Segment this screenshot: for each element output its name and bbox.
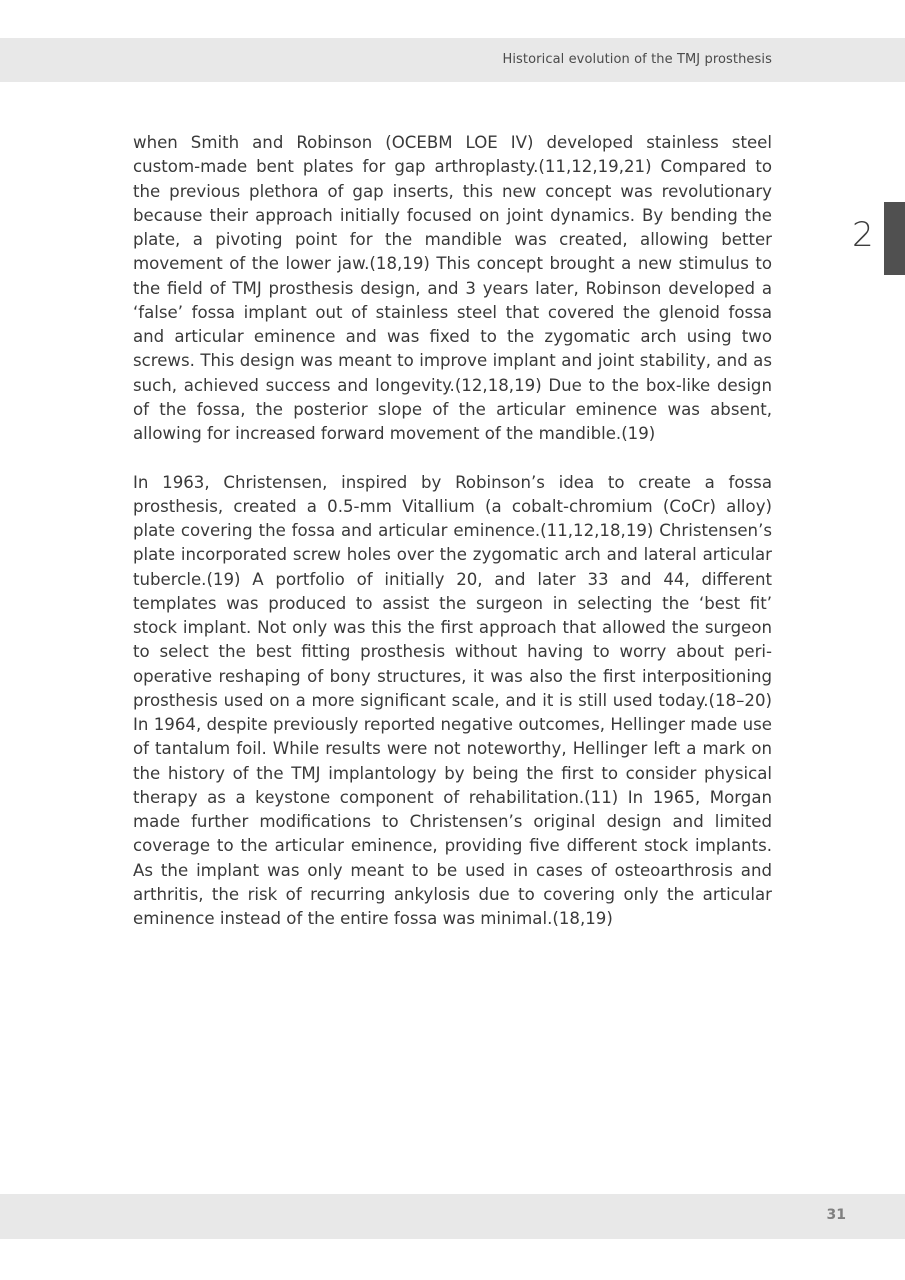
body-paragraph: In 1963, Christensen, inspired by Robinson’s idea to create a fossa prosthesis, created a 0.5-mm Vitallium (a cobalt-chromium (CoCr) alloy) plate covering the fossa and articular eminence.(11,12,18,19) Christensen’s plate incorporated screw holes over the zygomatic arch and lateral articular tubercle.(19) A portfolio of initially 20, and later 33 and 44, different templates was produced to assist the surgeon in selecting the ‘best fit’ stock implant. Not only was this the first approach that allowed the surgeon to select the best fitting prosthesis without having to worry about peri-operative reshaping of bony structures, it was also the first interpositioning prosthesis used on a more significant scale, and it is still used today.(18–20) In 1964, despite previously reported negative outcomes, Hellinger made use of tantalum foil. While results were not noteworthy, Hellinger left a mark on the history of the TMJ implantology by being the first to consider physical therapy as a keystone component of rehabilitation.(11) In 1965, Morgan made further modifications to Christensen’s original design and limited coverage to the articular eminence, providing five different stock implants. As the implant was only meant to be used in cases of osteoarthrosis and arthritis, the risk of recurring ankylosis due to covering only the articular eminence instead of the entire fossa was minimal.(18,19): [133, 472, 772, 928]
running-footer: [0, 1194, 905, 1239]
chapter-number: 2: [852, 215, 874, 255]
body-paragraph: when Smith and Robinson (OCEBM LOE IV) developed stainless steel custom-made bent plates for gap arthroplasty.(11,12,19,21) Compared to the previous plethora of gap inserts, this new concept was revolutionary because their approach initially focused on joint dynamics. By bending the plate, a pivoting point for the mandible was created, allowing better movement of the lower jaw.(18,19) This concept brought a new stimulus to the field of TMJ prosthesis design, and 3 years later, Robinson developed a ‘false’ fossa implant out of stainless steel that covered the glenoid fossa and articular eminence and was fixed to the zygomatic arch using two screws. This design was meant to improve implant and joint stability, and as such, achieved success and longevity.(12,18,19) Due to the box-like design of the fossa, the posterior slope of the articular eminence was absent, allowing for increased forward movement of the mandible.(19): [133, 133, 772, 443]
running-title: Historical evolution of the TMJ prosthesis: [502, 52, 772, 67]
running-header: [0, 38, 905, 82]
body-text: [133, 131, 772, 931]
page-number: 31: [826, 1207, 846, 1223]
chapter-thumb-tab: [884, 202, 905, 275]
